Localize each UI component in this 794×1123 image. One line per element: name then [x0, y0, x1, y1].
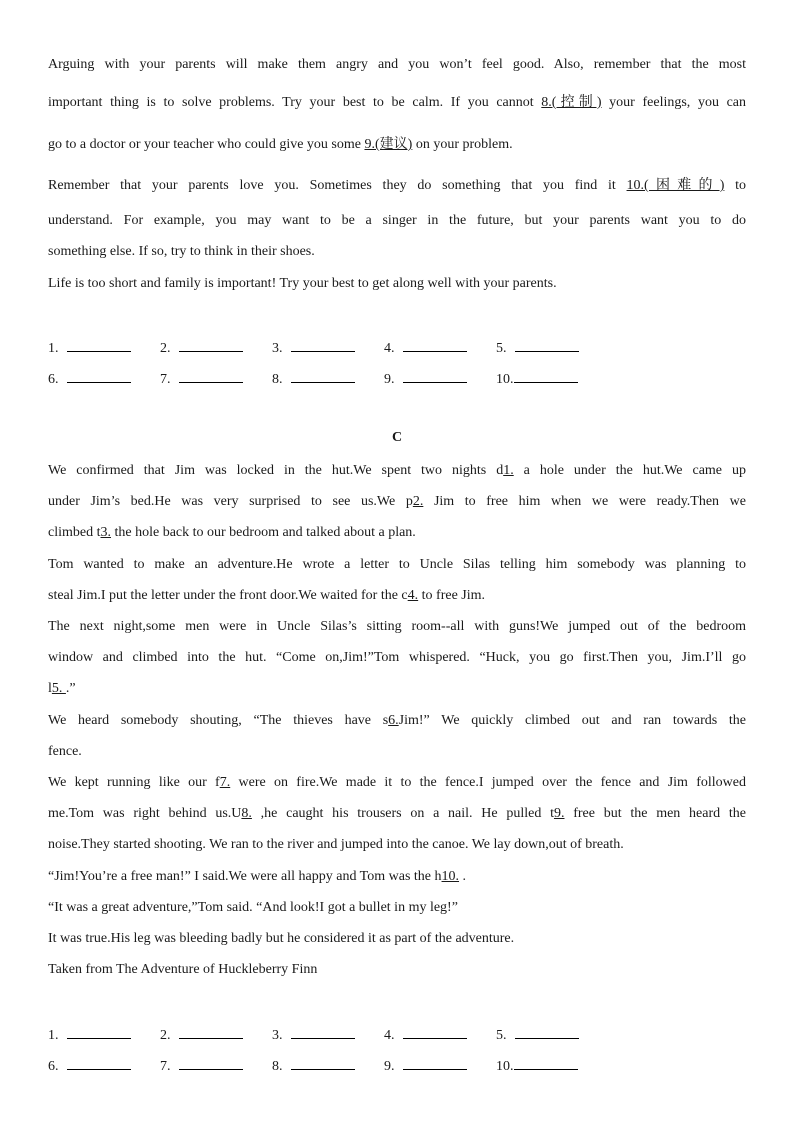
blank-number: 2. — [412, 494, 424, 509]
text-segment: were on fire.We made it to the fence.I jumped over the fence and Jim followed — [230, 775, 746, 790]
answer-number: 10. — [496, 1059, 514, 1074]
text-segment: The next night,some men were in Uncle Silas’s sitting room--all with guns!We jumped out of the bedroom — [48, 619, 746, 634]
text-segment: your feelings, you can — [601, 95, 747, 110]
passage-c-line — [48, 556, 746, 574]
answer-blank[interactable] — [179, 337, 243, 352]
text-segment: to — [724, 178, 746, 193]
text-segment: steal Jim.I put the letter under the front door.We waited for the c — [48, 588, 408, 603]
text-segment: Remember that your parents love you. Sometimes they do something that you find it — [48, 178, 627, 193]
answer-number: 9. — [384, 372, 395, 387]
answer-blank[interactable] — [179, 1024, 243, 1039]
answer-number: 2. — [160, 1028, 171, 1043]
passage-c-line — [48, 805, 746, 823]
text-segment: something else. If so, try to think in their shoes. — [48, 244, 315, 259]
answer-number: 8. — [272, 1059, 283, 1074]
answer-slot — [384, 1024, 467, 1044]
answer-slot — [160, 1055, 243, 1075]
blank-number: 9.(建议) — [364, 137, 413, 152]
answer-slot — [496, 1024, 579, 1044]
answer-slot — [496, 1055, 578, 1075]
answer-blank[interactable] — [515, 337, 579, 352]
text-segment: Arguing with your parents will make them angry and you won’t feel good. Also, remember that the most — [48, 57, 746, 72]
answer-blank[interactable] — [67, 368, 131, 383]
text-segment: We confirmed that Jim was locked in the hut.We spent two nights d — [48, 463, 504, 478]
text-segment: Life is too short and family is important! Try your best to get along well with your parents. — [48, 276, 557, 291]
answer-blank[interactable] — [291, 368, 355, 383]
blank-number: 1. — [503, 463, 514, 478]
passage-c-line — [48, 868, 746, 886]
passage-c-line — [48, 462, 746, 480]
answer-number: 8. — [272, 372, 283, 387]
answer-slot — [496, 368, 578, 388]
blank-number: 3. — [100, 525, 111, 540]
answer-slot — [384, 337, 467, 357]
answer-slot — [48, 1024, 131, 1044]
passage-c-line — [48, 712, 746, 730]
answer-number: 1. — [48, 1028, 59, 1043]
answer-blank[interactable] — [291, 1055, 355, 1070]
text-segment: noise.They started shooting. We ran to the river and jumped into the canoe. We lay down,out of breath. — [48, 837, 624, 852]
answer-slot — [272, 337, 355, 357]
passage-c-line — [48, 836, 746, 854]
answer-slot — [272, 368, 355, 388]
answer-blank[interactable] — [291, 337, 355, 352]
blank-number: 8.(控制) — [541, 95, 602, 110]
answer-number: 5. — [496, 341, 507, 356]
text-segment: ,he caught his trousers on a nail. He pulled t — [251, 806, 554, 821]
text-segment: important thing is to solve problems. Try your best to be calm. If you cannot — [48, 95, 542, 110]
answer-number: 7. — [160, 1059, 171, 1074]
text-segment: to free Jim. — [418, 588, 486, 603]
text-segment: on your problem. — [412, 137, 513, 152]
answer-blank[interactable] — [67, 337, 131, 352]
passage-c-line — [48, 680, 746, 698]
text-segment: We kept running like our f — [48, 775, 220, 790]
text-segment: It was true.His leg was bleeding badly but he considered it as part of the adventure. — [48, 931, 515, 946]
text-segment: fence. — [48, 744, 82, 759]
passage-b-line — [48, 56, 746, 74]
answer-slot — [48, 337, 131, 357]
blank-number: 7. — [219, 775, 231, 790]
answer-blank[interactable] — [514, 1055, 578, 1070]
passage-b-line — [48, 275, 746, 293]
passage-b-line — [48, 243, 746, 261]
text-segment: a hole under the hut.We came up — [513, 463, 746, 478]
answer-slot — [384, 1055, 467, 1075]
answer-slot — [48, 1055, 131, 1075]
answer-slot — [384, 368, 467, 388]
text-segment: the hole back to our bedroom and talked about a plan. — [111, 525, 416, 540]
answer-slot — [496, 337, 579, 357]
text-segment: Jim to free him when we were ready.Then we — [423, 494, 746, 509]
text-segment: “Jim!You’re a free man!” I said.We were all happy and Tom was the h — [48, 869, 442, 884]
answer-number: 4. — [384, 341, 395, 356]
blank-number: 10. — [441, 869, 460, 884]
text-segment: Taken from The Adventure of Huckleberry Finn — [48, 962, 318, 977]
text-segment: l — [48, 681, 52, 696]
blank-number: 5. — [51, 681, 66, 696]
answer-number: 1. — [48, 341, 59, 356]
text-segment: We heard somebody shouting, “The thieves have s — [48, 713, 389, 728]
answer-number: 4. — [384, 1028, 395, 1043]
answer-blank[interactable] — [179, 368, 243, 383]
answer-slot — [160, 368, 243, 388]
answer-blank[interactable] — [67, 1024, 131, 1039]
answer-blank[interactable] — [67, 1055, 131, 1070]
blank-number: 4. — [407, 588, 419, 603]
passage-c-line — [48, 493, 746, 511]
text-segment: Tom wanted to make an adventure.He wrote a letter to Uncle Silas telling him somebody was planning to — [48, 557, 746, 572]
answer-number: 3. — [272, 341, 283, 356]
passage-c-line — [48, 618, 746, 636]
text-segment: under Jim’s bed.He was very surprised to see us.We p — [48, 494, 413, 509]
text-segment: free but the men heard the — [564, 806, 746, 821]
answer-number: 10. — [496, 372, 514, 387]
answer-number: 3. — [272, 1028, 283, 1043]
answer-blank[interactable] — [403, 368, 467, 383]
answer-number: 9. — [384, 1059, 395, 1074]
passage-b-line — [48, 94, 746, 112]
text-segment: understand. For example, you may want to be a singer in the future, but your parents want you to do — [48, 213, 746, 228]
answer-blank[interactable] — [514, 368, 578, 383]
text-segment: “It was a great adventure,”Tom said. “And look!I got a bullet in my leg!” — [48, 900, 458, 915]
answer-number: 6. — [48, 1059, 59, 1074]
text-segment: . — [459, 869, 467, 884]
passage-c-line — [48, 743, 746, 761]
passage-c-line — [48, 587, 746, 605]
answer-blank[interactable] — [179, 1055, 243, 1070]
answer-number: 7. — [160, 372, 171, 387]
text-segment: climbed t — [48, 525, 101, 540]
passage-c-line — [48, 524, 746, 542]
answer-slot — [160, 337, 243, 357]
answer-slot — [48, 368, 131, 388]
text-segment: go to a doctor or your teacher who could give you some — [48, 137, 365, 152]
answer-blank[interactable] — [515, 1024, 579, 1039]
passage-b-line — [48, 212, 746, 230]
section-heading-c: C — [391, 430, 403, 445]
answer-number: 6. — [48, 372, 59, 387]
answer-blank[interactable] — [403, 1055, 467, 1070]
answer-blank[interactable] — [403, 337, 467, 352]
passage-c-line — [48, 649, 746, 667]
passage-b-line — [48, 136, 746, 154]
text-segment: window and climbed into the hut. “Come on,Jim!”Tom whispered. “Huck, you go first.Then you, Jim.I’ll go — [48, 650, 746, 665]
text-segment: me.Tom was right behind us.U — [48, 806, 242, 821]
passage-c-line — [48, 774, 746, 792]
answer-slot — [160, 1024, 243, 1044]
text-segment: .” — [65, 681, 76, 696]
passage-c-line — [48, 961, 746, 979]
blank-number: 6. — [388, 713, 399, 728]
answer-blank[interactable] — [291, 1024, 355, 1039]
passage-c-line — [48, 899, 746, 917]
blank-number: 9. — [553, 806, 565, 821]
blank-number: 10.(困难的) — [626, 178, 725, 193]
blank-number: 8. — [241, 806, 252, 821]
passage-c-line — [48, 930, 746, 948]
answer-blank[interactable] — [403, 1024, 467, 1039]
answer-number: 5. — [496, 1028, 507, 1043]
answer-slot — [272, 1024, 355, 1044]
passage-b-line — [48, 177, 746, 195]
text-segment: Jim!” We quickly climbed out and ran towards the — [398, 713, 747, 728]
answer-slot — [272, 1055, 355, 1075]
answer-number: 2. — [160, 341, 171, 356]
